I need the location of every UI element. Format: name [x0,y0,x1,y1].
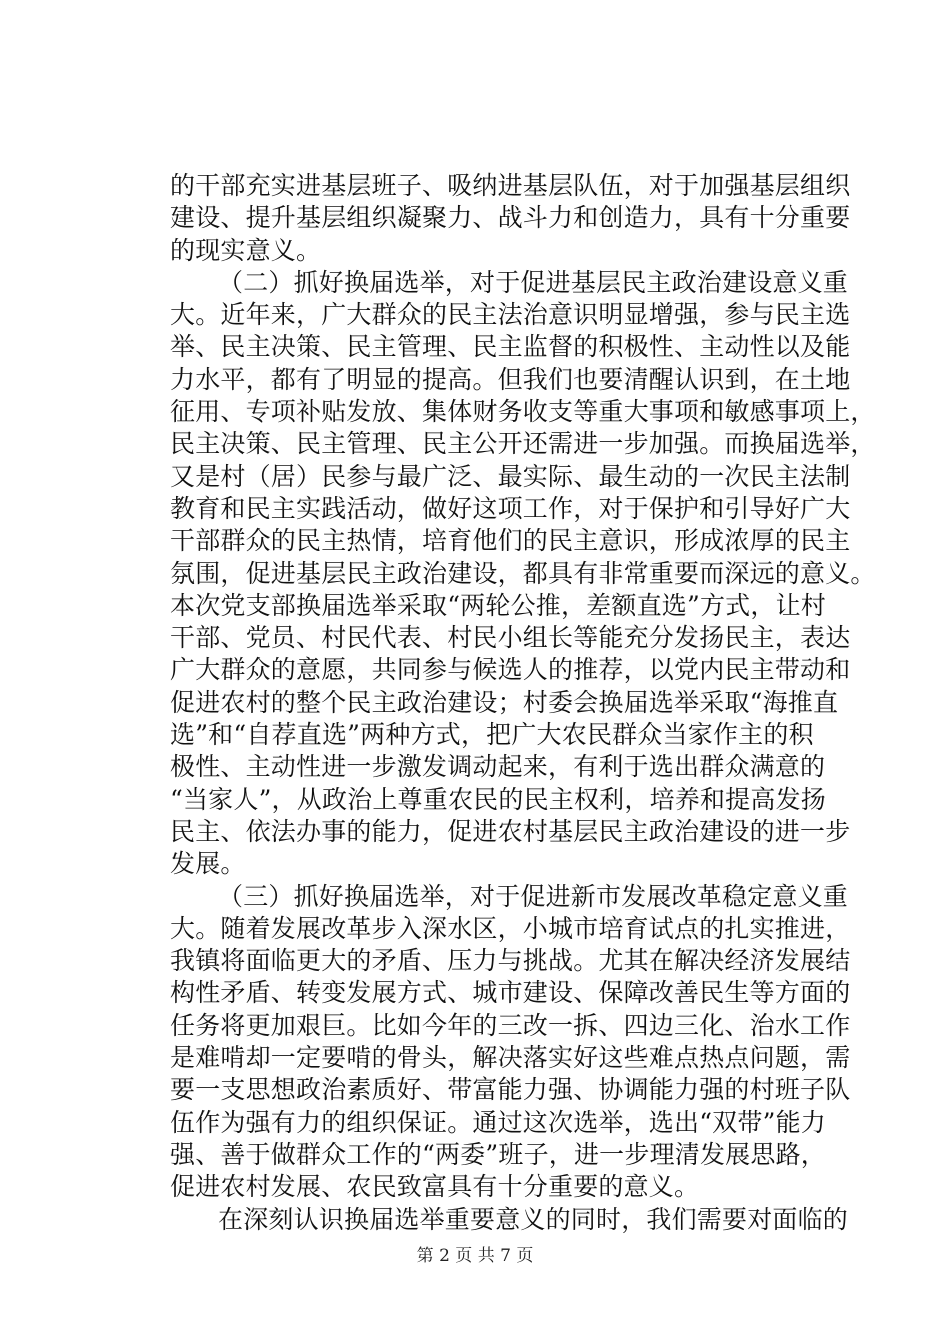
text-line: （二）抓好换届选举，对于促进基层民主政治建设意义重 [218,267,849,297]
text-line: 任务将更加艰巨。比如今年的三改一拆、四边三化、治水工作 [170,1010,851,1040]
text-line: 力水平，都有了明显的提高。但我们也要清醒认识到，在土地 [170,364,851,394]
text-line: 大。近年来，广大群众的民主法治意识明显增强，参与民主选 [170,300,851,330]
text-line: 大。随着发展改革步入深水区，小城市培育试点的扎实推进， [170,913,851,943]
text-line: 构性矛盾、转变发展方式、城市建设、保障改善民生等方面的 [170,978,851,1008]
text-line: 建设、提升基层组织凝聚力、战斗力和创造力，具有十分重要 [170,203,851,233]
text-line: 征用、专项补贴发放、集体财务收支等重大事项和敏感事项上， [170,397,876,427]
text-line: 举、民主决策、民主管理、民主监督的积极性、主动性以及能 [170,332,851,362]
text-line: 干部、党员、村民代表、村民小组长等能充分发扬民主，表达 [170,623,851,653]
text-line: 本次党支部换届选举采取“两轮公推，差额直选”方式，让村 [170,590,826,620]
text-line: 干部群众的民主热情，培育他们的民主意识，形成浓厚的民主 [170,526,851,556]
text-line: 的干部充实进基层班子、吸纳进基层队伍，对于加强基层组织 [170,171,851,200]
body-text [170,170,876,1236]
text-line: 教育和民主实践活动，做好这项工作，对于保护和引导好广大 [170,493,851,523]
text-line: 我镇将面临更大的矛盾、压力与挑战。尤其在解决经济发展结 [170,946,851,976]
text-line: 选”和“自荐直选”两种方式，把广大农民群众当家作主的积 [170,720,814,750]
text-line: 促进农村的整个民主政治建设；村委会换届选举采取“海推直 [170,687,839,717]
text-line: 民主决策、民主管理、民主公开还需进一步加强。而换届选举， [170,429,876,459]
text-line: 在深刻认识换届选举重要意义的同时，我们需要对面临的 [218,1204,849,1234]
text-line: 要一支思想政治素质好、带富能力强、协调能力强的村班子队 [170,1075,851,1105]
text-line: 广大群众的意愿，共同参与候选人的推荐，以党内民主带动和 [170,655,851,685]
text-line: （三）抓好换届选举，对于促进新市发展改革稳定意义重 [218,881,849,911]
text-line: “当家人”，从政治上尊重农民的民主权利，培养和提高发扬 [170,784,826,814]
text-line: 伍作为强有力的组织保证。通过这次选举，选出“双带”能力 [170,1107,826,1137]
text-line: 氛围，促进基层民主政治建设，都具有非常重要而深远的意义。 [170,558,876,588]
text-line: 是难啃却一定要啃的骨头，解决落实好这些难点热点问题，需 [170,1043,851,1073]
text-line: 民主、依法办事的能力，促进农村基层民主政治建设的进一步 [170,816,851,846]
text-line: 发展。 [170,849,246,879]
text-line: 的现实意义。 [170,235,322,265]
text-line: 促进农村发展、农民致富具有十分重要的意义。 [170,1172,700,1202]
text-line: 又是村（居）民参与最广泛、最实际、最生动的一次民主法制 [170,461,851,491]
text-line: 极性、主动性进一步激发调动起来，有利于选出群众满意的 [170,752,826,782]
page-footer: 第 2 页 共 7 页 [416,1246,534,1266]
text-line: 强、善于做群众工作的“两委”班子，进一步理清发展思路， [170,1139,826,1169]
